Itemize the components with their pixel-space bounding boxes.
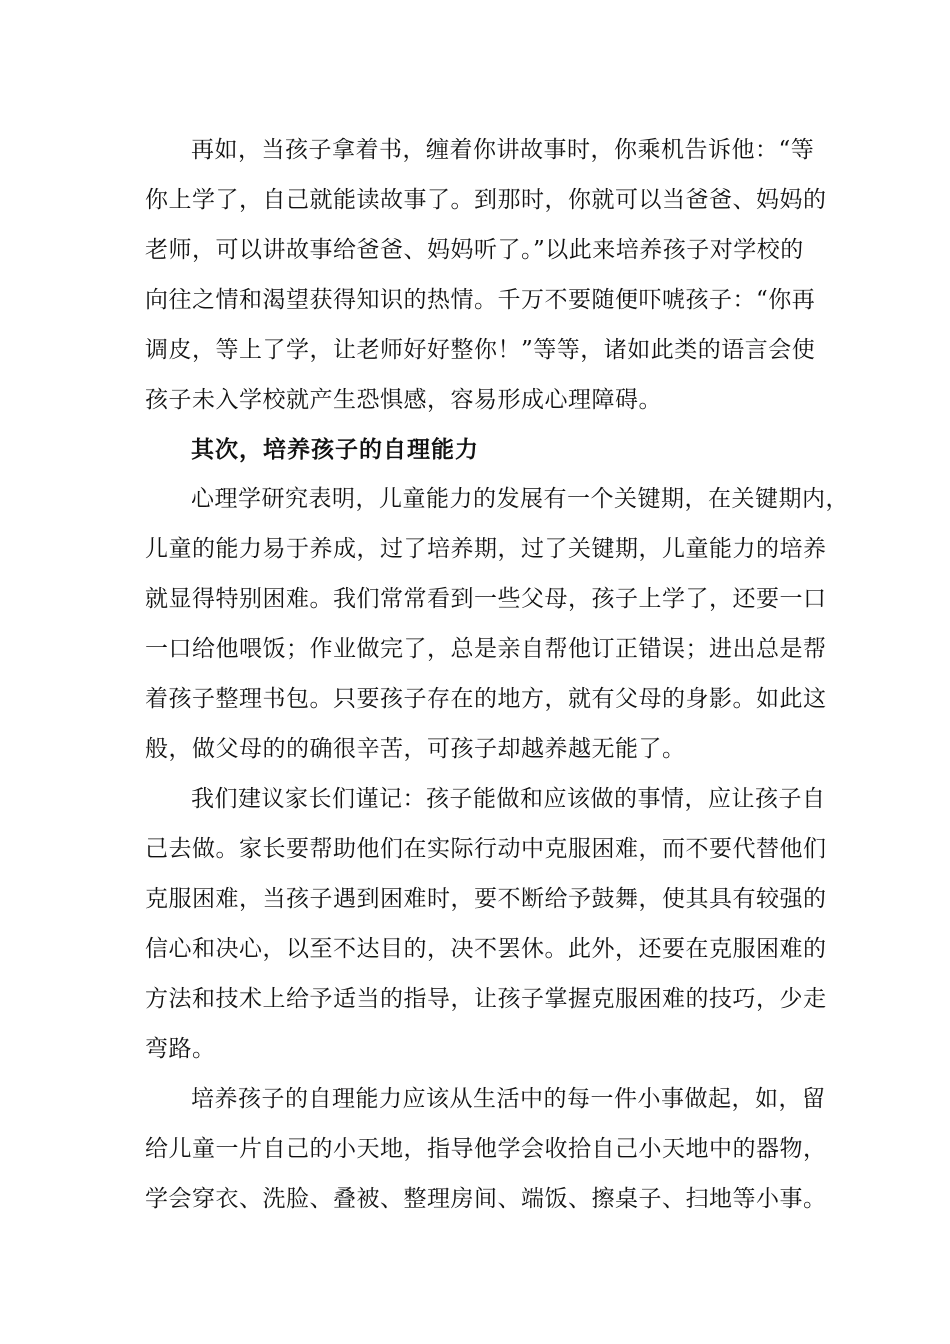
paragraph-3-line-3: 克服困难，当孩子遇到困难时，要不断给予鼓舞，使其具有较强的 [145,886,827,912]
paragraph-1-line-6: 孩子未入学校就产生恐惧感，容易形成心理障碍。 [145,387,662,413]
paragraph-1-line-1: 再如，当孩子拿着书，缠着你讲故事时，你乘机告诉他：“等 [191,137,815,163]
paragraph-3-line-2: 己去做。家长要帮助他们在实际行动中克服困难，而不要代替他们 [145,836,827,862]
paragraph-4-line-2: 给儿童一片自己的小天地，指导他学会收拾自己小天地中的器物， [145,1136,827,1162]
paragraph-2-line-1: 心理学研究表明，儿童能力的发展有一个关键期，在关键期内， [191,486,849,512]
paragraph-2-line-2: 儿童的能力易于养成，过了培养期，过了关键期，儿童能力的培养 [145,536,827,562]
paragraph-4-line-1: 培养孩子的自理能力应该从生活中的每一件小事做起，如，留 [191,1086,826,1112]
paragraph-1-line-2: 你上学了，自己就能读故事了。到那时，你就可以当爸爸、妈妈的 [145,187,827,213]
paragraph-3-line-1: 我们建议家长们谨记：孩子能做和应该做的事情，应让孩子自 [191,786,826,812]
section-heading: 其次，培养孩子的自理能力 [191,437,479,463]
paragraph-2-line-5: 着孩子整理书包。只要孩子存在的地方，就有父母的身影。如此这 [145,686,827,712]
paragraph-2-line-4: 一口给他喂饭；作业做完了，总是亲自帮他订正错误；进出总是帮 [145,636,827,662]
paragraph-1-line-5: 调皮，等上了学，让老师好好整你！”等等，诸如此类的语言会使 [145,337,816,363]
paragraph-3-line-4: 信心和决心，以至不达目的，决不罢休。此外，还要在克服困难的 [145,936,827,962]
paragraph-3-line-6: 弯路。 [145,1036,216,1062]
paragraph-3-line-5: 方法和技术上给予适当的指导，让孩子掌握克服困难的技巧，少走 [145,986,827,1012]
paragraph-2-line-6: 般，做父母的的确很辛苦，可孩子却越养越无能了。 [145,736,686,762]
paragraph-1-line-3: 老师，可以讲故事给爸爸、妈妈听了。”以此来培养孩子对学校的 [145,237,804,263]
paragraph-4-line-3: 学会穿衣、洗脸、叠被、整理房间、端饭、擦桌子、扫地等小事。 [145,1186,827,1212]
paragraph-2-line-3: 就显得特别困难。我们常常看到一些父母，孩子上学了，还要一口 [145,586,827,612]
paragraph-1-line-4: 向往之情和渴望获得知识的热情。千万不要随便吓唬孩子：“你再 [145,287,816,313]
